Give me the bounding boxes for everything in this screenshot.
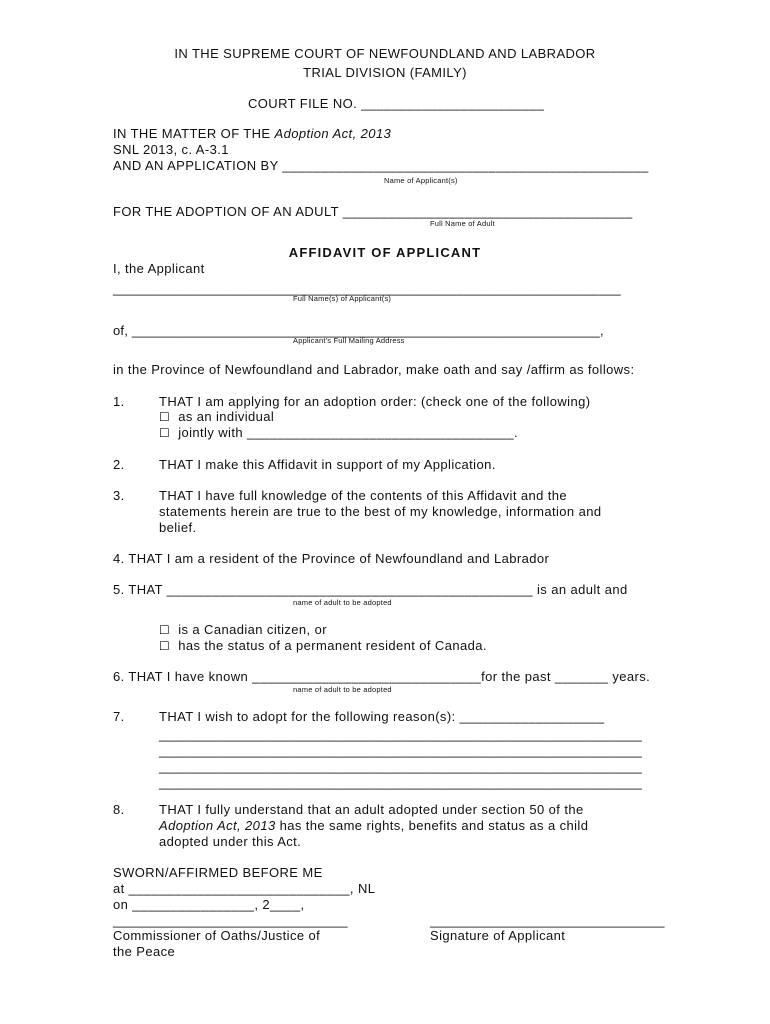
i-the-applicant-label: I, the Applicant bbox=[113, 261, 205, 276]
item3-line2: statements herein are true to the best of my knowledge, information and bbox=[159, 504, 602, 519]
applicant-signature-label: Signature of Applicant bbox=[430, 928, 566, 943]
item1-number: 1. bbox=[113, 394, 125, 409]
applicant-name-field[interactable]: AND AN APPLICATION BY ________________________________________________ bbox=[113, 158, 649, 173]
item2-text: THAT I make this Affidavit in support of my Application. bbox=[159, 457, 496, 472]
matter-line bbox=[113, 126, 391, 142]
item7-number: 7. bbox=[113, 709, 125, 724]
item7-blank-line[interactable]: _________________________________________________________________ bbox=[159, 775, 642, 790]
court-heading-line2: TRIAL DIVISION (FAMILY) bbox=[303, 65, 467, 80]
option-citizen-label: is a Canadian citizen, or bbox=[178, 622, 327, 637]
matter-prefix: IN THE MATTER OF THE bbox=[113, 126, 275, 141]
item8-line3: adopted under this Act. bbox=[159, 834, 302, 849]
adult-name-caption: Full Name of Adult bbox=[430, 219, 495, 228]
item8-number: 8. bbox=[113, 802, 125, 817]
item7-blank-line[interactable]: _________________________________________________________________ bbox=[159, 759, 642, 774]
sworn-location-field[interactable]: at _____________________________, NL bbox=[113, 881, 376, 896]
item6-known-field[interactable]: 6. THAT I have known ______________________________for the past _______ years. bbox=[113, 669, 651, 684]
sworn-title: SWORN/AFFIRMED BEFORE ME bbox=[113, 865, 323, 880]
checkbox-icon[interactable]: ☐ bbox=[159, 639, 171, 653]
commissioner-label-line2: the Peace bbox=[113, 944, 176, 959]
item5-option-citizen[interactable] bbox=[159, 622, 327, 638]
item3-number: 3. bbox=[113, 488, 125, 503]
item7-blank-line[interactable]: _________________________________________________________________ bbox=[159, 727, 642, 742]
item1-option-jointly[interactable] bbox=[159, 425, 518, 441]
commissioner-signature-line[interactable]: ________________________________ bbox=[113, 913, 348, 928]
item3-line1: THAT I have full knowledge of the contents of this Affidavit and the bbox=[159, 488, 568, 503]
item2-number: 2. bbox=[113, 457, 125, 472]
checkbox-icon[interactable]: ☐ bbox=[159, 426, 171, 440]
applicant-signature-line[interactable]: ________________________________ bbox=[430, 913, 665, 928]
mailing-address-field[interactable]: of, _______________________________________________________________, bbox=[113, 323, 604, 338]
affidavit-title: AFFIDAVIT OF APPLICANT bbox=[288, 245, 482, 260]
court-heading-line1: IN THE SUPREME COURT OF NEWFOUNDLAND AND LABRADOR bbox=[174, 46, 596, 61]
item8-line1: THAT I fully understand that an adult adopted under section 50 of the bbox=[159, 802, 584, 817]
item8-line2-rest: has the same rights, benefits and status as a child bbox=[275, 818, 589, 833]
applicant-name-caption: Name of Applicant(s) bbox=[384, 176, 458, 185]
item4-text: 4. THAT I am a resident of the Province of Newfoundland and Labrador bbox=[113, 551, 550, 566]
statute-citation: SNL 2013, c. A-3.1 bbox=[113, 142, 229, 157]
option-jointly-label: jointly with ___________________________________. bbox=[178, 425, 519, 440]
adoption-act-title: Adoption Act, 2013 bbox=[274, 126, 392, 141]
mailing-address-caption: Applicant's Full Mailing Address bbox=[293, 336, 405, 345]
adoption-act-title: Adoption Act, 2013 bbox=[159, 818, 276, 833]
item6-caption: name of adult to be adopted bbox=[293, 685, 392, 694]
item1-text: THAT I am applying for an adoption order: (check one of the following) bbox=[159, 394, 591, 409]
option-resident-label: has the status of a permanent resident of Canada. bbox=[178, 638, 487, 653]
applicant-full-name-caption: Full Name(s) of Applicant(s) bbox=[293, 294, 392, 303]
item8-line2 bbox=[159, 818, 588, 834]
adult-name-field[interactable]: FOR THE ADOPTION OF AN ADULT ______________________________________ bbox=[113, 204, 633, 219]
option-individual-label: as an individual bbox=[178, 409, 275, 424]
court-file-number-field[interactable]: COURT FILE NO. ________________________ bbox=[248, 96, 545, 111]
item7-reasons-field[interactable]: THAT I wish to adopt for the following reason(s): ___________________ bbox=[159, 709, 605, 724]
applicant-full-name-field[interactable]: _______________________________________________________________________ bbox=[113, 282, 621, 296]
item7-blank-line[interactable]: _________________________________________________________________ bbox=[159, 743, 642, 758]
commissioner-label-line1: Commissioner of Oaths/Justice of bbox=[113, 928, 321, 943]
checkbox-icon[interactable]: ☐ bbox=[159, 623, 171, 637]
item5-adult-name-field[interactable]: 5. THAT ________________________________________________ is an adult and bbox=[113, 582, 628, 597]
item3-line3: belief. bbox=[159, 520, 197, 535]
sworn-date-field[interactable]: on ________________, 2____, bbox=[113, 897, 305, 912]
item5-caption: name of adult to be adopted bbox=[293, 598, 392, 607]
checkbox-icon[interactable]: ☐ bbox=[159, 410, 171, 424]
item1-option-individual[interactable] bbox=[159, 409, 274, 425]
oath-statement: in the Province of Newfoundland and Labrador, make oath and say /affirm as follows: bbox=[113, 362, 635, 377]
item5-option-resident[interactable] bbox=[159, 638, 487, 654]
